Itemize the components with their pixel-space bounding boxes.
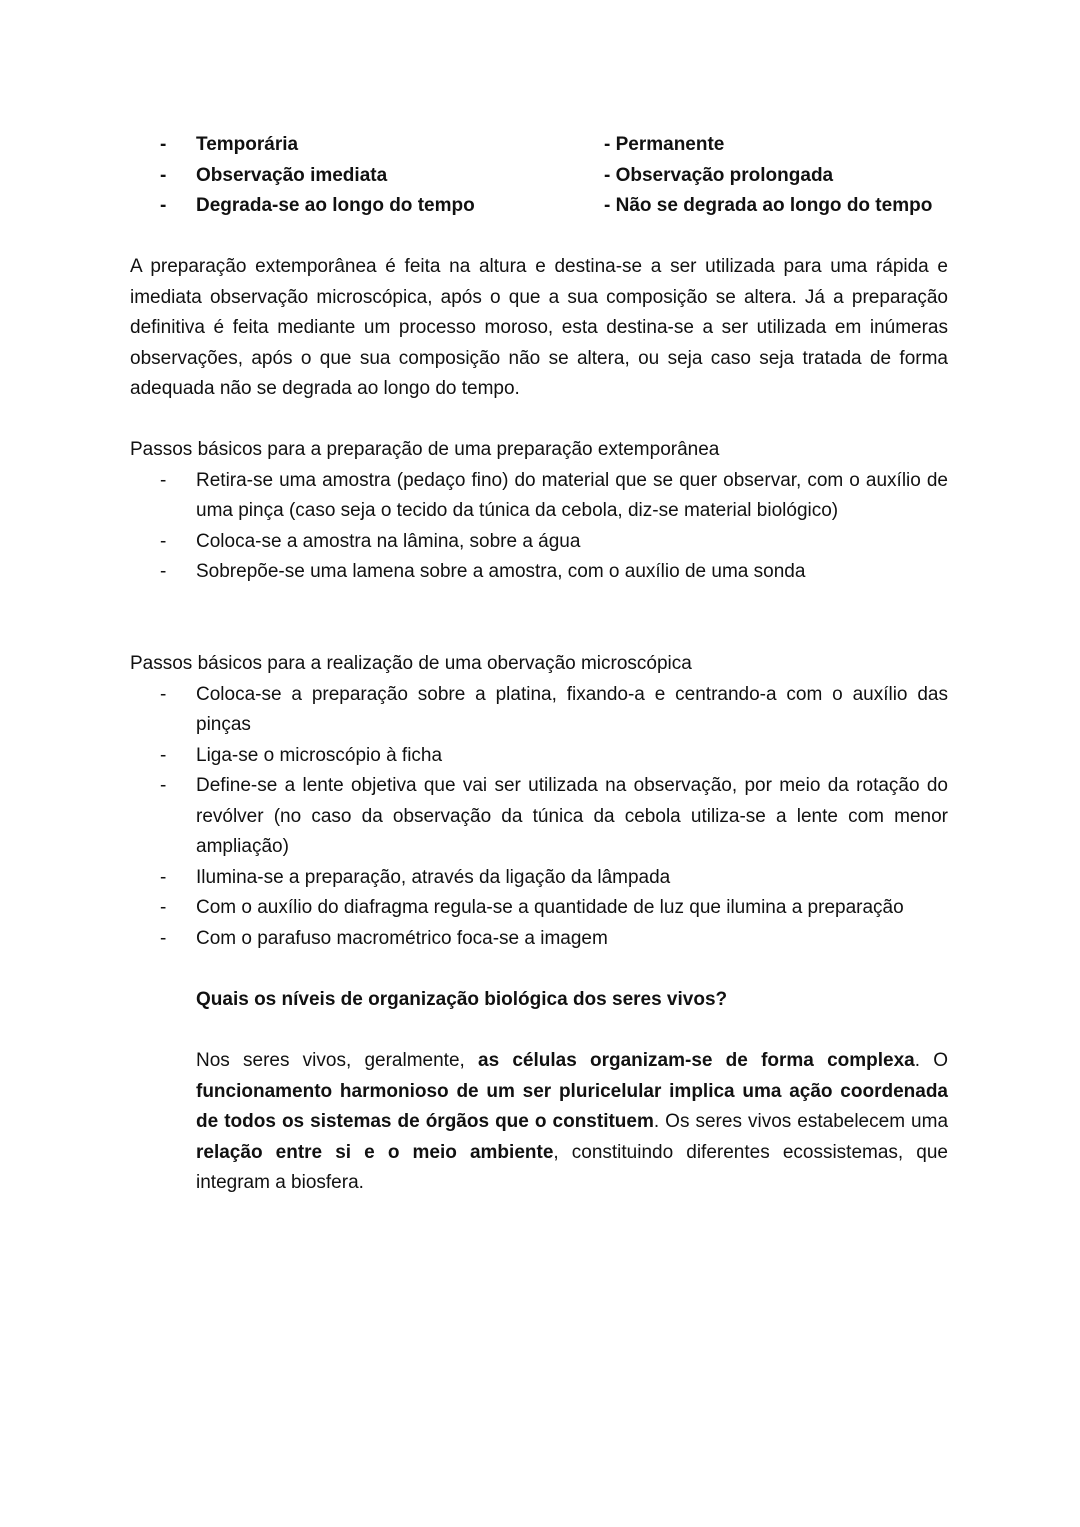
section-observation bbox=[130, 649, 948, 954]
step-text: Coloca-se a amostra na lâmina, sobre a água bbox=[196, 530, 581, 552]
bullet-dash: - bbox=[160, 164, 167, 186]
steps-list bbox=[130, 680, 948, 955]
section-heading: Passos básicos para a realização de uma obervação microscópica bbox=[130, 653, 692, 674]
list-item bbox=[130, 680, 948, 741]
bullet-dash: - bbox=[160, 897, 167, 918]
bullet-dash: - bbox=[160, 866, 167, 888]
bullet-dash: - bbox=[160, 927, 167, 949]
bullet-dash: - bbox=[160, 195, 167, 216]
steps-list bbox=[130, 466, 948, 588]
bullet-dash: - bbox=[160, 530, 167, 552]
list-item bbox=[130, 466, 948, 527]
bullet-dash: - bbox=[160, 134, 167, 155]
comparison-row bbox=[0, 161, 1080, 192]
comparison-right: - Permanente bbox=[604, 134, 725, 155]
step-text: Sobrepõe-se uma lamena sobre a amostra, com o auxílio de uma sonda bbox=[196, 561, 806, 582]
bullet-dash: - bbox=[160, 561, 167, 582]
intro-block bbox=[130, 252, 948, 405]
list-item bbox=[130, 863, 948, 894]
answer-bold: relação entre si e o meio ambiente bbox=[196, 1141, 554, 1163]
step-text: Define-se a lente objetiva que vai ser utilizada na observação, por meio da rotação do revólver (no caso da observação da túnica da cebola utiliza-se a lente com menor ampliação) bbox=[196, 775, 948, 857]
answer-bold: funcionamento harmonioso de um ser pluricelular implica uma ação coordenada de todos os sistemas de órgãos que o constituem bbox=[196, 1080, 948, 1132]
step-text: Com o auxílio do diafragma regula-se a quantidade de luz que ilumina a preparação bbox=[196, 897, 904, 918]
bullet-dash: - bbox=[160, 775, 167, 796]
section-heading: Passos básicos para a preparação de uma preparação extemporânea bbox=[130, 439, 720, 460]
bullet-dash: - bbox=[160, 744, 167, 766]
list-item bbox=[130, 557, 948, 588]
list-item bbox=[130, 893, 948, 924]
section-preparation bbox=[130, 435, 948, 588]
list-item bbox=[130, 924, 948, 955]
step-text: Retira-se uma amostra (pedaço fino) do material que se quer observar, com o auxílio de uma pinça (caso seja o tecido da túnica da cebola, diz-se material biológico) bbox=[196, 469, 948, 521]
answer-text: . O bbox=[914, 1050, 948, 1071]
comparison-row bbox=[0, 130, 1080, 161]
answer-text: Nos seres vivos, geralmente, bbox=[196, 1050, 478, 1071]
list-item bbox=[130, 527, 948, 558]
bullet-dash: - bbox=[160, 469, 167, 491]
intro-paragraph: A preparação extemporânea é feita na altura e destina-se a ser utilizada para uma rápida e imediata observação microscópica, após o que a sua composição se altera. Já a preparação definitiva é feita mediante um processo moroso, esta destina-se a ser utilizada em inúmeras observações, após o que sua composição não se altera, ou seja caso seja tratada de forma adequada não se degrada ao longo do tempo. bbox=[130, 256, 948, 399]
question-title-text: Quais os níveis de organização biológica dos seres vivos? bbox=[196, 989, 728, 1010]
answer-block bbox=[196, 1046, 948, 1199]
question-title bbox=[196, 985, 948, 1016]
comparison-list bbox=[0, 130, 1080, 222]
step-text: Coloca-se a preparação sobre a platina, fixando-a e centrando-a com o auxílio das pinças bbox=[196, 683, 948, 735]
answer-bold: as células organizam-se de forma complexa bbox=[478, 1050, 915, 1071]
step-text: Com o parafuso macrométrico foca-se a imagem bbox=[196, 927, 608, 949]
answer-text: , constituindo diferentes ecossistemas, que integram a biosfera. bbox=[196, 1141, 948, 1193]
comparison-row bbox=[0, 191, 1080, 222]
comparison-left: Temporária bbox=[196, 134, 299, 155]
comparison-left: Observação imediata bbox=[196, 164, 388, 186]
list-item bbox=[130, 771, 948, 863]
step-text: Ilumina-se a preparação, através da ligação da lâmpada bbox=[196, 866, 671, 888]
list-item bbox=[130, 741, 948, 772]
comparison-right: - Observação prolongada bbox=[604, 164, 834, 186]
comparison-left: Degrada-se ao longo do tempo bbox=[196, 195, 475, 216]
answer-paragraph bbox=[196, 1046, 948, 1199]
answer-text: . Os seres vivos estabelecem uma bbox=[653, 1111, 949, 1132]
bullet-dash: - bbox=[160, 683, 167, 705]
step-text: Liga-se o microscópio à ficha bbox=[196, 744, 443, 766]
comparison-right: - Não se degrada ao longo do tempo bbox=[604, 195, 933, 216]
